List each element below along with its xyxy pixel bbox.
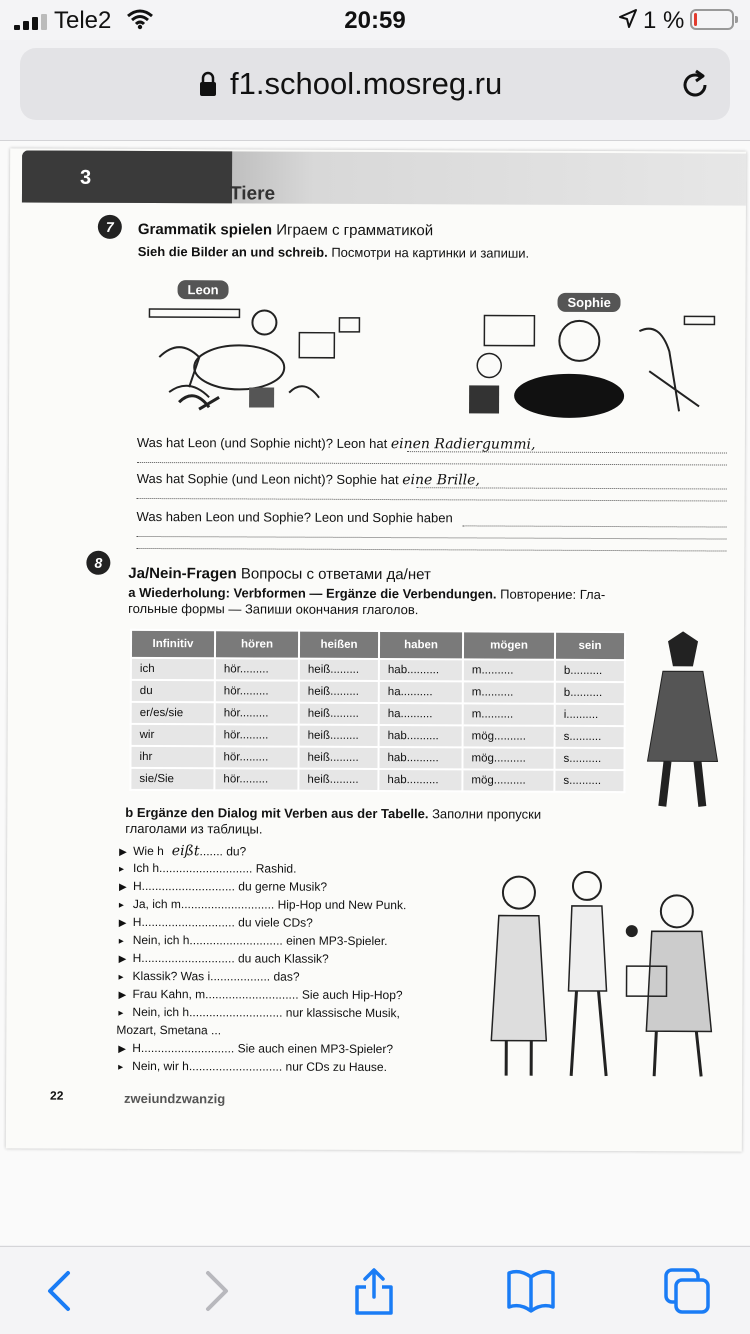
dialog-line bbox=[119, 969, 300, 984]
dialog-text: Ich h............................ Rashid. bbox=[133, 860, 297, 876]
ex7-question-3: Was haben Leon und Sophie? Leon und Sophie haben bbox=[136, 508, 453, 526]
back-icon[interactable] bbox=[36, 1267, 88, 1315]
dialog-text: Wie h bbox=[133, 843, 164, 859]
dialog-arrow-icon: ▶ bbox=[119, 846, 127, 858]
table-cell: heiß......... bbox=[298, 769, 378, 791]
table-row bbox=[130, 768, 624, 792]
dialog-arrow-icon: ▸ bbox=[118, 971, 124, 983]
table-cell: heiß......... bbox=[299, 659, 379, 681]
url-text[interactable]: f1.school.mosreg.ru bbox=[230, 66, 503, 101]
ex8-a-instruction: a Wiederholung: Verbformen — Ergänze die Verbendungen. Повторение: Гла- bbox=[128, 584, 606, 602]
dialog-arrow-icon: ▸ bbox=[118, 1007, 124, 1019]
table-cell: hab.......... bbox=[378, 769, 462, 791]
answer-line bbox=[136, 536, 726, 540]
ex7-title: Grammatik spielen Играем с грамматикой bbox=[137, 220, 434, 240]
dialog-text: H............................ du auch Klassik? bbox=[132, 950, 329, 966]
dialog-line bbox=[119, 933, 388, 948]
table-row bbox=[131, 702, 625, 726]
table-row bbox=[130, 746, 624, 770]
dialog-text: Frau Kahn, m............................ Sie auch Hip-Hop? bbox=[132, 986, 403, 1003]
table-cell: hab.......... bbox=[378, 747, 462, 769]
table-cell: heiß......... bbox=[299, 703, 379, 725]
answer-line bbox=[463, 525, 727, 527]
reload-icon[interactable] bbox=[678, 68, 712, 102]
dialog-text: H............................ du viele CDs? bbox=[132, 914, 313, 930]
dialog-text: H............................ du gerne Musik? bbox=[132, 878, 328, 894]
table-cell: ha.......... bbox=[379, 703, 463, 725]
table-row bbox=[131, 680, 625, 704]
textbook-page-image bbox=[6, 148, 746, 1151]
dialog-arrow-icon: ▶ bbox=[118, 881, 127, 893]
interview-illustration bbox=[476, 870, 727, 1081]
dialog-line bbox=[119, 861, 296, 876]
forward-icon[interactable] bbox=[190, 1267, 242, 1315]
dialog-arrow-icon: ▸ bbox=[119, 863, 125, 875]
dialog-text: Nein, ich h............................ nur klassische Musik, bbox=[132, 1004, 400, 1021]
dialog-line bbox=[118, 1059, 387, 1074]
dialog-line bbox=[118, 987, 402, 1002]
dialog-text: H............................ Sie auch einen MP3-Spieler? bbox=[132, 1040, 394, 1057]
share-icon[interactable] bbox=[348, 1267, 400, 1315]
ex8-b-instruction: b Ergänze den Dialog mit Verben aus der Tabelle. Заполни пропуски bbox=[125, 804, 542, 822]
tabs-icon[interactable] bbox=[662, 1267, 714, 1315]
dialog-arrow-icon: ▶ bbox=[118, 917, 127, 929]
ex7-question-1: Was hat Leon (und Sophie nicht)? Leon hat einen Radiergummi, bbox=[136, 434, 536, 453]
page-number: 22 bbox=[50, 1088, 64, 1103]
table-cell: mög.......... bbox=[462, 747, 554, 769]
table-cell: mög.......... bbox=[463, 725, 555, 747]
leon-illustration bbox=[139, 297, 390, 418]
table-cell: ha.......... bbox=[379, 681, 463, 703]
table-header: hören bbox=[215, 630, 299, 658]
table-cell: hab.......... bbox=[379, 659, 463, 681]
dialog-line bbox=[118, 1041, 393, 1056]
battery-icon bbox=[690, 9, 734, 30]
exercise-number-7: 7 bbox=[98, 215, 122, 239]
dialog-text: Nein, ich h............................ einen MP3-Spieler. bbox=[132, 932, 388, 949]
dialog-line bbox=[119, 879, 327, 894]
table-cell: er/es/sie bbox=[131, 702, 215, 724]
dialog-arrow-icon: ▸ bbox=[118, 899, 124, 911]
location-arrow-icon bbox=[618, 8, 638, 30]
address-bar[interactable] bbox=[20, 48, 730, 120]
answer-line bbox=[137, 462, 727, 466]
clock: 20:59 bbox=[344, 7, 406, 34]
handwritten-answer: eißt bbox=[171, 843, 200, 860]
page-word: zweiundzwanzig bbox=[124, 1090, 226, 1107]
dialog-arrow-icon: ▸ bbox=[118, 935, 124, 947]
table-cell: hör......... bbox=[215, 658, 299, 680]
table-cell: i.......... bbox=[555, 704, 625, 726]
ex7-instruction: Sieh die Bilder an und schreib. Посмотри на картинки и запиши. bbox=[137, 243, 530, 261]
table-header: Infinitiv bbox=[131, 630, 215, 658]
ex8-title: Ja/Nein-Fragen Вопросы с ответами да/нет bbox=[128, 564, 431, 584]
status-bar bbox=[0, 0, 750, 40]
dialog-line bbox=[118, 1005, 399, 1020]
battery-percent: 1 % bbox=[643, 7, 685, 34]
table-cell: b.......... bbox=[555, 660, 625, 682]
dialog-text: Mozart, Smetana ... bbox=[116, 1022, 222, 1038]
dialog-text: Ja, ich m............................ Hip-Hop und New Punk. bbox=[132, 896, 407, 913]
table-cell: hab.......... bbox=[379, 725, 463, 747]
table-cell: ihr bbox=[130, 746, 214, 768]
table-cell: m.......... bbox=[463, 659, 555, 681]
sophie-illustration bbox=[449, 310, 730, 431]
table-cell: heiß......... bbox=[299, 681, 379, 703]
dialog-text: Klassik? Was i.................. das? bbox=[132, 968, 300, 984]
table-cell: s.......... bbox=[554, 770, 624, 792]
carrier-name: Tele2 bbox=[54, 7, 112, 34]
table-cell: sie/Sie bbox=[130, 768, 214, 790]
table-header: haben bbox=[379, 631, 463, 659]
chapter-number: 3 bbox=[80, 166, 92, 189]
punk-illustration bbox=[637, 631, 728, 811]
table-header: heißen bbox=[299, 631, 379, 659]
answer-line bbox=[137, 498, 727, 502]
lock-icon bbox=[198, 71, 218, 97]
table-header: sein bbox=[555, 632, 625, 660]
table-cell: mög.......... bbox=[462, 769, 554, 791]
table-cell: b.......... bbox=[555, 682, 625, 704]
table-cell: du bbox=[131, 680, 215, 702]
table-cell: s.......... bbox=[555, 726, 625, 748]
chapter-banner bbox=[22, 150, 746, 205]
verb-table bbox=[129, 629, 626, 793]
table-cell: hör......... bbox=[214, 768, 298, 790]
answer-line bbox=[136, 548, 726, 552]
table-cell: heiß......... bbox=[299, 725, 379, 747]
table-header: mögen bbox=[463, 631, 555, 659]
table-row bbox=[131, 658, 625, 682]
dialog-arrow-icon: ▶ bbox=[118, 989, 127, 1001]
bookmarks-icon[interactable] bbox=[505, 1267, 557, 1315]
table-cell: m.......... bbox=[463, 681, 555, 703]
table-cell: heiß......... bbox=[298, 747, 378, 769]
table-cell: hör......... bbox=[215, 702, 299, 724]
table-cell: hör......... bbox=[214, 746, 298, 768]
table-cell: hör......... bbox=[215, 724, 299, 746]
ex8-a-instruction-2: гольные формы — Запиши окончания глаголов. bbox=[128, 600, 419, 618]
browser-toolbar bbox=[0, 1246, 750, 1334]
table-row bbox=[131, 724, 625, 748]
dialog-line bbox=[116, 1023, 221, 1037]
table-cell: m.......... bbox=[463, 703, 555, 725]
chapter-title: Tiere bbox=[229, 183, 276, 205]
label-sophie: Sophie bbox=[557, 293, 620, 312]
dialog-arrow-icon: ▸ bbox=[118, 1061, 124, 1073]
ex7-question-2: Was hat Sophie (und Leon nicht)? Sophie hat eine Brille, bbox=[136, 470, 480, 489]
exercise-number-8: 8 bbox=[86, 551, 110, 575]
table-cell: wir bbox=[131, 724, 215, 746]
table-cell: hör......... bbox=[215, 680, 299, 702]
table-cell: s.......... bbox=[554, 748, 624, 770]
answer-line bbox=[407, 451, 727, 453]
dialog-arrow-icon: ▶ bbox=[118, 1043, 126, 1055]
ex8-b-instruction-2: глаголами из таблицы. bbox=[125, 820, 263, 837]
dialog-line bbox=[119, 897, 406, 912]
dialog-line bbox=[119, 951, 329, 966]
table-cell: ich bbox=[131, 658, 215, 680]
label-leon: Leon bbox=[178, 280, 229, 299]
dialog-text-rest: ....... du? bbox=[199, 844, 247, 859]
dialog-line bbox=[119, 915, 313, 930]
dialog-arrow-icon: ▶ bbox=[118, 953, 127, 965]
dialog-line bbox=[119, 843, 246, 860]
dialog-text: Nein, wir h............................ nur CDs zu Hause. bbox=[132, 1058, 387, 1075]
